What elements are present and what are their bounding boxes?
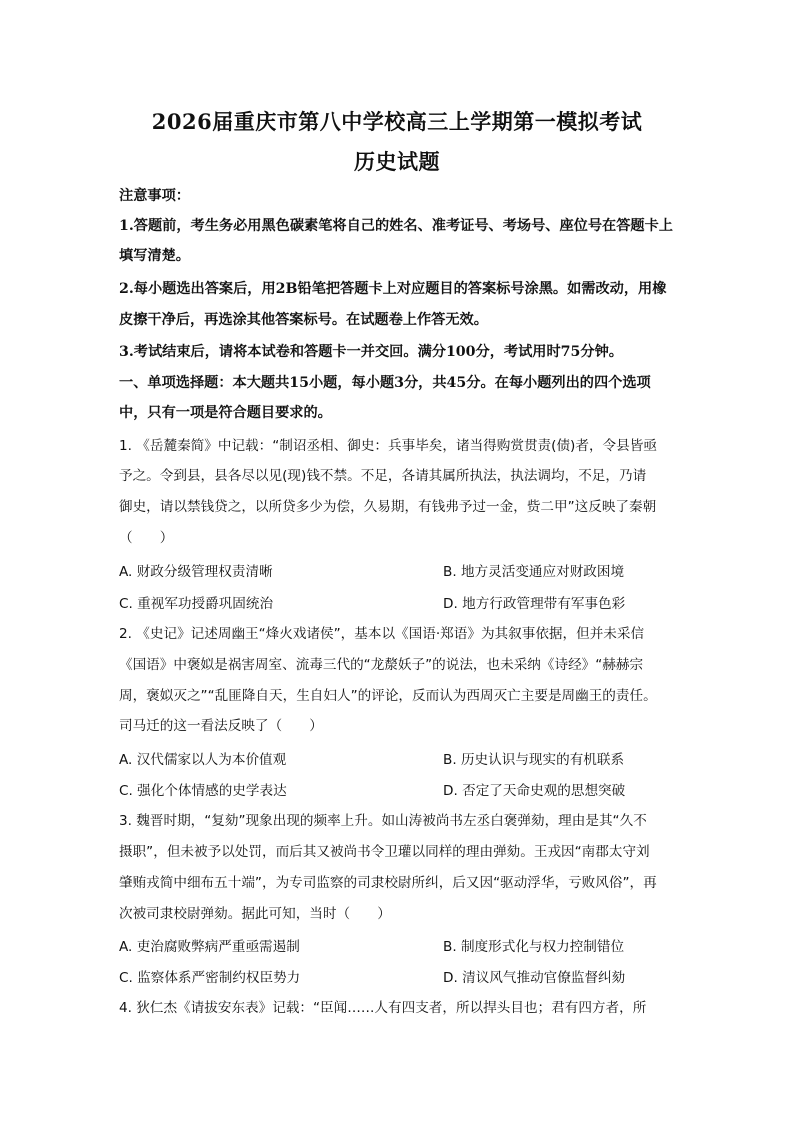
section-heading-line-2: 中，只有一项是符合题目要求的。 [119, 405, 332, 421]
question-1-option-d: D. 地方行政管理带有军事色彩 [443, 596, 626, 612]
question-2-option-a: A. 汉代儒家以人为本价值观 [119, 752, 287, 768]
question-2-line-2: 《国语》中褒姒是祸害周室、流毒三代的“龙漦妖子”的说法，也未采纳《诗经》“赫赫宗 [119, 657, 644, 673]
notice-item-1-line-2: 填写清楚。 [119, 248, 190, 264]
exam-title: 2026届重庆市第八中学校高三上学期第一模拟考试 [151, 109, 643, 134]
question-3-option-b: B. 制度形式化与权力控制错位 [443, 939, 625, 955]
question-2-option-d: D. 否定了天命史观的思想突破 [443, 783, 626, 799]
question-3-line-3: 肇贿戎简中细布五十端”，为专司监察的司隶校尉所纠，后又因“驱动浮华，亏败风俗”，再 [119, 875, 657, 891]
question-3-option-c: C. 监察体系严密制约权臣势力 [119, 970, 301, 986]
question-4-line-1: 4. 狄仁杰《请拔安东表》记载：“臣闻……人有四支者，所以捍头目也；君有四方者，所 [119, 1000, 647, 1016]
question-2-line-4: 司马迁的这一看法反映了（ ） [119, 718, 323, 734]
question-2-line-1: 2. 《史记》记述周幽王“烽火戏诸侯”，基本以《国语·郑语》为其叙事依据，但并未采信 [119, 626, 645, 642]
question-1-line-3: 御史，请以禁钱贷之，以所贷多少为偿，久易期，有钱弗予过一金，赀二甲”这反映了秦朝 [119, 499, 657, 515]
question-2-line-3: 周，褒姒灭之”“乱匪降自天，生自妇人”的评论，反而认为西周灭亡主要是周幽王的责任。 [119, 688, 657, 704]
question-1-option-a: A. 财政分级管理权责清晰 [119, 564, 273, 580]
question-3-option-a: A. 吏治腐败弊病严重亟需遏制 [119, 939, 300, 955]
question-3-line-1: 3. 魏晋时期，“复劾”现象出现的频率上升。如山涛被尚书左丞白褒弹劾，理由是其“久不 [119, 813, 647, 829]
section-heading-line-1: 一、单项选择题：本大题共15小题，每小题3分，共45分。在每小题列出的四个选项 [119, 375, 651, 391]
question-3-line-2: 摄职”，但未被予以处罚，而后其又被尚书令卫瓘以同样的理由弹劾。王戎因“南郡太守刘 [119, 844, 650, 860]
question-1-line-4: （ ） [119, 530, 174, 546]
question-1-line-1: 1. 《岳麓秦简》中记载：“制诏丞相、御史：兵事毕矣，诸当得购赏贯责(债)者，令县皆亟 [119, 438, 657, 454]
notice-item-3: 3.考试结束后，请将本试卷和答题卡一并交回。满分100分，考试用时75分钟。 [119, 344, 623, 360]
question-1-option-c: C. 重视军功授爵巩固统治 [119, 596, 274, 612]
exam-subject: 历史试题 [354, 149, 440, 174]
notice-heading: 注意事项： [119, 188, 190, 204]
question-3-option-d: D. 清议风气推动官僚监督纠劾 [443, 970, 626, 986]
question-2-option-b: B. 历史认识与现实的有机联系 [443, 752, 625, 768]
question-1-line-2: 予之。令到县，县各尽以见(现)钱不禁。不足，各请其属所执法，执法调均，不足，乃请 [119, 468, 647, 484]
question-3-line-4: 次被司隶校尉弹劾。据此可知，当时（ ） [119, 906, 391, 922]
notice-item-2-line-1: 2.每小题选出答案后，用2B铅笔把答题卡上对应题目的答案标号涂黑。如需改动，用橡 [119, 281, 667, 297]
notice-item-2-line-2: 皮擦干净后，再选涂其他答案标号。在试题卷上作答无效。 [119, 312, 488, 328]
question-2-option-c: C. 强化个体情感的史学表达 [119, 783, 287, 799]
question-1-option-b: B. 地方灵活变通应对财政困境 [443, 564, 625, 580]
notice-item-1-line-1: 1.答题前，考生务必用黑色碳素笔将自己的姓名、准考证号、考场号、座位号在答题卡上 [119, 218, 673, 234]
